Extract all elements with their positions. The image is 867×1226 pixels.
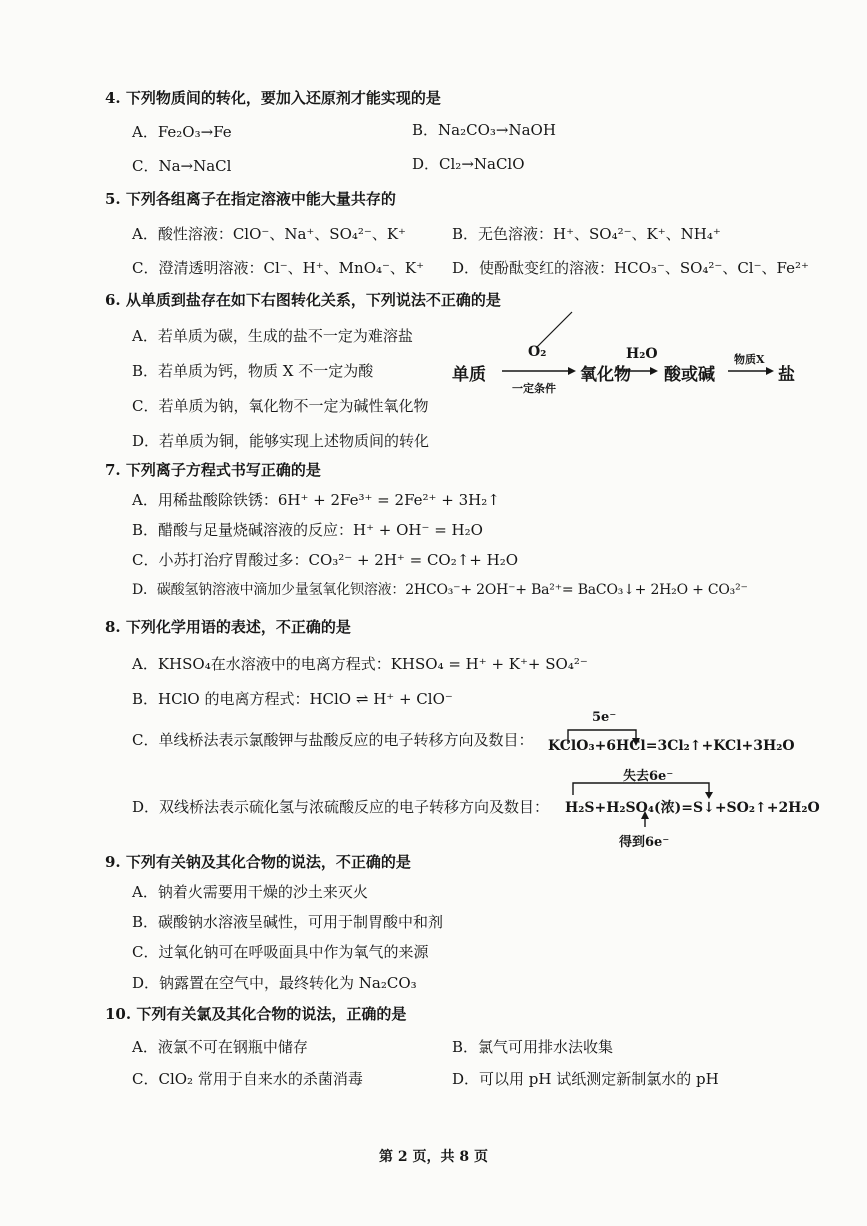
node-salt: 盐 [778,365,795,385]
q9-option-c: C．过氧化钠可在呼吸面具中作为氧气的来源 [132,943,429,961]
q10-stem: 10. 下列有关氯及其化合物的说法，正确的是 [105,1005,407,1023]
transformation-diagram [450,310,810,400]
q7-option-c: C．小苏打治疗胃酸过多：CO₃²⁻ + 2H⁺ = CO₂↑+ H₂O [132,551,519,569]
page-number: 第 2 页，共 8 页 [379,1149,488,1165]
q6-option-a: A．若单质为碳，生成的盐不一定为难溶盐 [132,327,413,345]
q8-option-b: B．HClO 的电离方程式：HClO ⇌ H⁺ + ClO⁻ [132,690,453,708]
q8-stem: 8. 下列化学用语的表述，不正确的是 [105,618,351,636]
q7-stem: 7. 下列离子方程式书写正确的是 [105,461,321,479]
q5-option-c: C．澄清透明溶液：Cl⁻、H⁺、MnO₄⁻、K⁺ [132,259,425,277]
q6-stem: 6. 从单质到盐存在如下右图转化关系，下列说法不正确的是 [105,291,501,309]
slash-mark [536,312,572,348]
lose-6e-label: 失去6e⁻ [623,769,674,784]
q7-option-d: D．碳酸氢钠溶液中滴加少量氢氧化钡溶液：2HCO₃⁻+ 2OH⁻+ Ba²⁺= BaCO₃↓+ 2H₂O + CO₃²⁻ [132,582,748,598]
node-simple-substance: 单质 [452,365,486,385]
electron-label-5e: 5e⁻ [592,710,617,725]
q10-option-c: C．ClO₂ 常用于自来水的杀菌消毒 [132,1070,363,1088]
q6-option-d: D．若单质为铜，能够实现上述物质间的转化 [132,432,430,450]
q9-option-d: D．钠露置在空气中，最终转化为 Na₂CO₃ [132,974,417,992]
q10-option-d: D．可以用 pH 试纸测定新制氯水的 pH [452,1070,719,1088]
q4-option-c: C．Na→NaCl [132,157,232,175]
q8-option-a: A．KHSO₄在水溶液中的电离方程式：KHSO₄ = H⁺ + K⁺+ SO₄²⁻ [132,655,588,673]
single-bridge-equation [548,708,795,760]
q7-option-a: A．用稀盐酸除铁锈：6H⁺ + 2Fe³⁺ = 2Fe²⁺ + 3H₂↑ [132,491,500,509]
q4-option-a: A．Fe₂O₃→Fe [132,123,232,141]
h2s-h2so4-equation: H₂S+H₂SO₄(浓)=S↓+SO₂↑+2H₂O [565,800,820,816]
q4-option-b: B．Na₂CO₃→NaOH [412,121,556,139]
q4-stem: 4. 下列物质间的转化，要加入还原剂才能实现的是 [105,89,441,107]
q6-option-c: C．若单质为钠，氧化物不一定为碱性氧化物 [132,397,429,415]
arrowhead-1 [568,367,576,375]
kclo3-hcl-equation: KClO₃+6HCl=3Cl₂↑+KCl+3H₂O [548,738,795,754]
q5-option-b: B．无色溶液：H⁺、SO₄²⁻、K⁺、NH₄⁺ [452,225,721,243]
q8-option-c: C．单线桥法表示氯酸钾与盐酸反应的电子转移方向及数目： [132,731,534,749]
label-substance-x: 物质X [734,353,765,366]
double-bridge-equation [565,765,820,853]
arrowhead-2 [650,367,658,375]
q6-option-b: B．若单质为钙，物质 X 不一定为酸 [132,362,374,380]
node-oxide: 氧化物 [580,365,631,385]
q4-option-d: D．Cl₂→NaClO [412,155,525,173]
q9-option-a: A．钠着火需要用干燥的沙土来灭火 [132,883,368,901]
label-h2o: H₂O [626,346,658,362]
q5-option-d: D．使酚酞变红的溶液：HCO₃⁻、SO₄²⁻、Cl⁻、Fe²⁺ [452,259,809,277]
gain-6e-label: 得到6e⁻ [619,835,670,850]
label-o2: O₂ [528,344,547,360]
q5-stem: 5. 下列各组离子在指定溶液中能大量共存的 [105,190,396,208]
q9-stem: 9. 下列有关钠及其化合物的说法，不正确的是 [105,853,411,871]
q9-option-b: B．碳酸钠水溶液呈碱性，可用于制胃酸中和剂 [132,913,444,931]
arrowhead-3 [766,367,774,375]
q10-option-a: A．液氯不可在钢瓶中储存 [132,1038,308,1056]
q5-option-a: A．酸性溶液：ClO⁻、Na⁺、SO₄²⁻、K⁺ [132,225,406,243]
q10-option-b: B．氯气可用排水法收集 [452,1038,614,1056]
q8-option-d: D．双线桥法表示硫化氢与浓硫酸反应的电子转移方向及数目： [132,798,550,816]
label-condition: 一定条件 [512,382,556,395]
node-acid-or-base: 酸或碱 [664,365,715,385]
q7-option-b: B．醋酸与足量烧碱溶液的反应：H⁺ + OH⁻ = H₂O [132,521,483,539]
